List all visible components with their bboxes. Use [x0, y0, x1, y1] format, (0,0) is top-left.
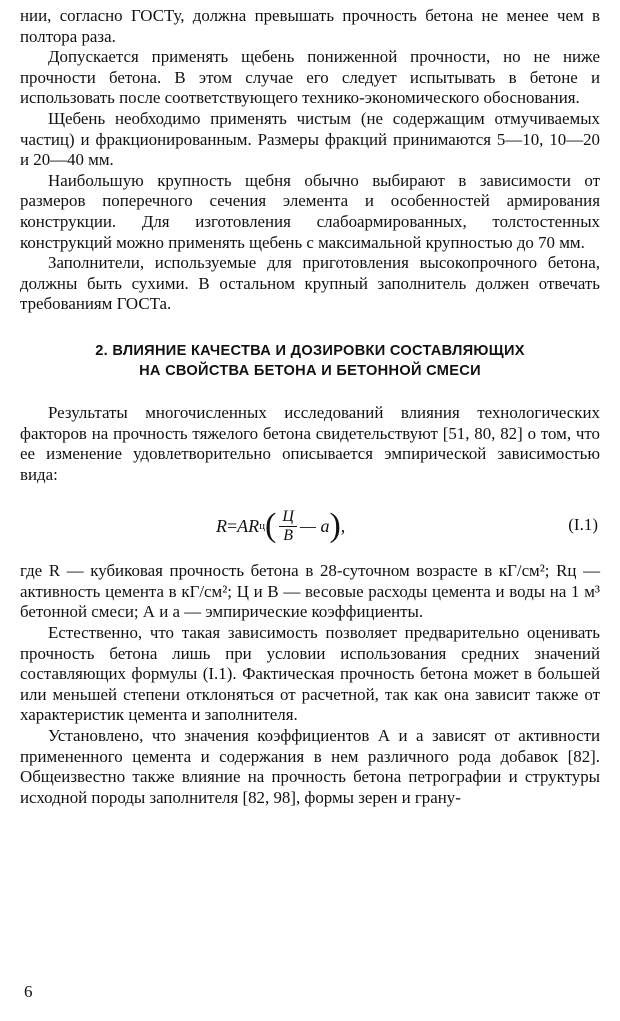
page-number: 6	[24, 982, 33, 1001]
section-heading-line-1: 2. ВЛИЯНИЕ КАЧЕСТВА И ДОЗИРОВКИ СОСТАВЛЯЮЩИХ	[95, 342, 525, 359]
paragraph-estimation: Естественно, что такая зависимость позволяет предварительно оценивать прочность бетона лишь при условии использования средних значений составляющих формулы (I.1). Фактическая прочность бетона может в большей или меньшей степени отклоняться от расчетной, так как она зависит также от характеристик цемента и заполнителя.	[20, 623, 600, 725]
formula-fraction-denominator: В	[283, 526, 294, 544]
paragraph-formula-legend: где R — кубиковая прочность бетона в 28-суточном возрасте в кГ/см²; Rц — активность цемента в кГ/см²; Ц и В — весовые расходы цемента и воды на 1 м³ бетонной смеси; А и а — эмпирические коэффициенты.	[20, 561, 600, 622]
formula-r: R	[248, 516, 260, 537]
paragraph-reduced-strength: Допускается применять щебень пониженной прочности, но не ниже прочности бетона. В этом случае его следует испытывать в бетоне и использовать после соответствующего технико-экономического обоснования.	[20, 47, 600, 108]
formula-row	[20, 497, 600, 555]
paragraph-research-results: Результаты многочисленных исследований влияния технологических факторов на прочность тяжелого бетона свидетельствуют [51, 80, 82] о том, что ее изменение удовлетворительно описывается эмпирической зависимостью вида:	[20, 402, 600, 484]
page-body	[20, 6, 600, 808]
paragraph-max-size: Наибольшую крупность щебня обычно выбирают в зависимости от размеров поперечного сечения элемента и особенностей армирования конструкции. Для изготовления слабоармированных, толстостенных конструкций можно применять щебень с максимальной крупностью до 70 мм.	[20, 170, 600, 252]
formula-fraction	[279, 508, 297, 545]
paragraph-coefficients: Установлено, что значения коэффициентов А и а зависят от активности примененного цемента и содержания в нем различного рода добавок [82]. Общеизвестно также влияние на прочность бетона петрографии и структуры исходной породы заполнителя [82, 98], формы зерен и грану-	[20, 726, 600, 807]
section-heading	[20, 341, 600, 381]
paragraph-continuation: нии, согласно ГОСТу, должна превышать прочность бетона не менее чем в полтора раза.	[20, 6, 600, 46]
equation-number: (I.1)	[568, 515, 598, 535]
formula-comma: ,	[340, 516, 346, 537]
formula-lhs: R	[216, 516, 227, 537]
formula-coef-a: A	[237, 516, 249, 537]
paragraph-clean-gravel: Щебень необходимо применять чистым (не содержащим отмучиваемых частиц) и фракционированным. Размеры фракций принимаются 5—10, 10—20 и 20—40 мм.	[20, 108, 600, 170]
formula-equals: =	[227, 516, 238, 537]
paragraph-fillers: Заполнители, используемые для приготовления высокопрочного бетона, должны быть сухими. В остальном крупный заполнитель должен отвечать требованиям ГОСТа.	[20, 253, 600, 314]
formula	[216, 501, 345, 551]
formula-r-subscript: ц	[259, 520, 266, 533]
formula-fraction-numerator: Ц	[279, 508, 297, 527]
formula-minus-a: — a	[299, 516, 330, 537]
formula-close-paren: )	[329, 507, 341, 545]
formula-open-paren: (	[265, 507, 277, 545]
section-heading-line-2: НА СВОЙСТВА БЕТОНА И БЕТОННОЙ СМЕСИ	[139, 362, 481, 379]
